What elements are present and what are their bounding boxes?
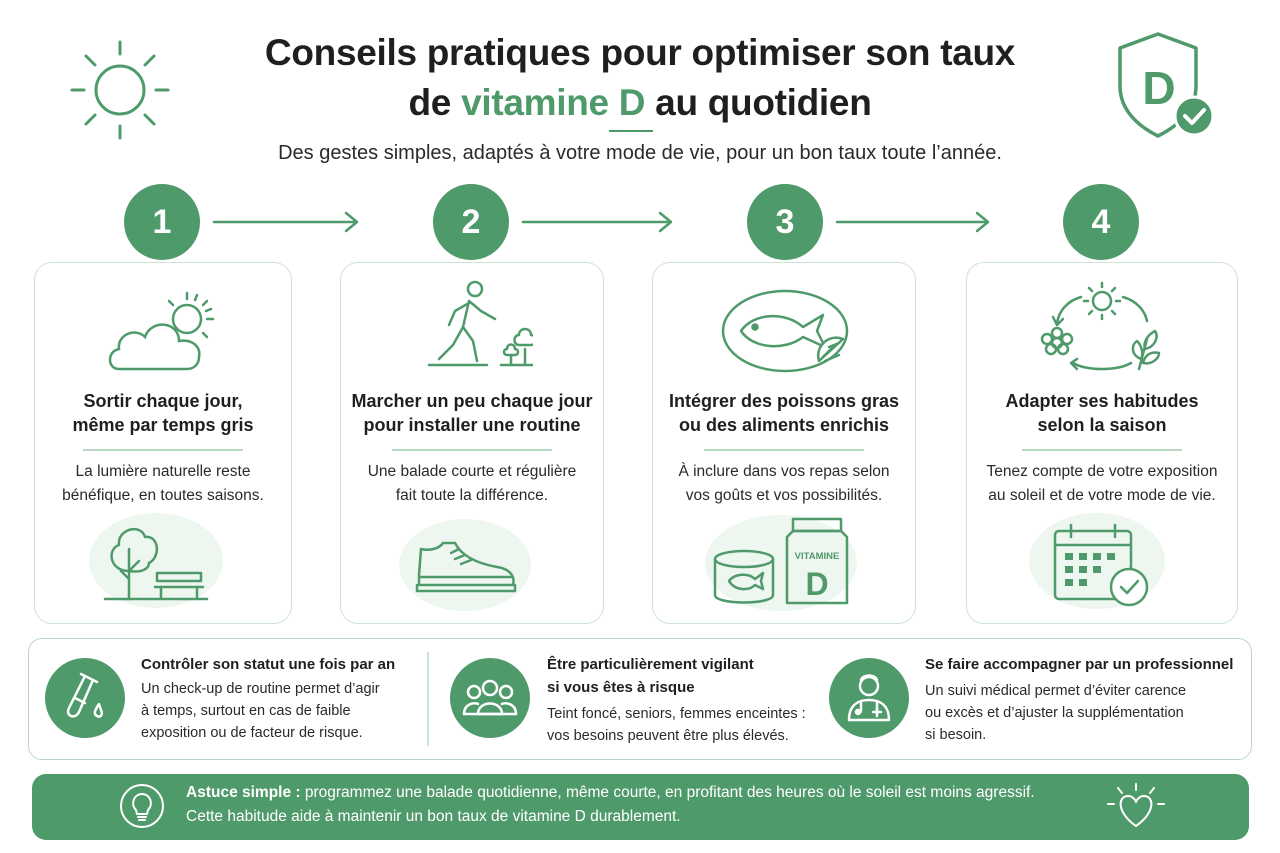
extra-title: Contrôler son statut une fois par an [141, 656, 396, 673]
doctor-icon [829, 658, 909, 738]
extra-text: Un check-up de routine permet d’agir à temps, surtout en cas de faible exposition ou de facteur de risque. [141, 681, 380, 741]
doctor-badge [829, 658, 909, 738]
cloud-sun-icon [105, 285, 225, 375]
step-number-1: 1 [124, 184, 200, 260]
step-card-1 [34, 262, 292, 624]
seasons-cycle-icon [1037, 279, 1167, 379]
title-line-2: de vitamine D au quotidien [0, 78, 1280, 128]
tip-text: Astuce simple : programmez une balade quotidienne, même courte, en profitant des heures où le soleil est moins agressif. Cette habitude aide à maintenir un bon taux de vitamine D durablement. [186, 784, 1035, 825]
calendar-check-icon [1051, 521, 1155, 611]
step-number-2: 2 [433, 184, 509, 260]
group-people-icon [450, 658, 530, 738]
step-text: Une balade courte et régulière fait toute la différence. [367, 463, 577, 504]
page-title [0, 28, 1280, 128]
walking-person-icon [423, 279, 533, 375]
step-number-3: 3 [747, 184, 823, 260]
step-number-4: 4 [1063, 184, 1139, 260]
heart-sun-icon [1104, 780, 1168, 834]
arrow-right-icon [835, 210, 993, 234]
divider [704, 449, 864, 451]
divider [83, 449, 243, 451]
divider [392, 449, 552, 451]
carton-label: VITAMINE [794, 551, 840, 562]
step-title: Marcher un peu chaque jour pour installer une routine [351, 391, 593, 435]
test-tube-icon [45, 658, 125, 738]
tip-label: Astuce simple : [186, 784, 301, 801]
step-text: Tenez compte de votre exposition au soleil et de votre mode de vie. [986, 463, 1218, 504]
arrow-right-icon [521, 210, 676, 234]
step-title: Adapter ses habitudes selon la saison [1005, 391, 1199, 435]
test-tube-badge [45, 658, 125, 738]
divider [1022, 449, 1182, 451]
step-text: À inclure dans vos repas selon vos goûts et vos possibilités. [678, 463, 890, 504]
step-card-2 [340, 262, 604, 624]
lightbulb-icon [118, 782, 166, 830]
canned-fish-icon [711, 547, 777, 607]
carton-letter: D [805, 566, 829, 602]
group-badge [450, 658, 530, 738]
extra-text: Un suivi médical permet d’éviter carence ou excès et d’ajuster la supplémentation si besoin. [925, 683, 1187, 743]
sneaker-icon [411, 533, 521, 603]
step-title: Intégrer des poissons gras ou des aliments enrichis [668, 391, 900, 435]
page-subtitle: Des gestes simples, adaptés à votre mode de vie, pour un bon taux toute l’année. [278, 142, 1002, 164]
step-text: La lumière naturelle reste bénéfique, en toutes saisons. [62, 463, 264, 504]
title-line-1: Conseils pratiques pour optimiser son taux [264, 32, 1016, 73]
step-card-4 [966, 262, 1238, 624]
tree-bench-icon [99, 517, 219, 607]
extra-title: Être particulièrement vigilant si vous êtes à risque [547, 656, 754, 696]
extra-title: Se faire accompagner par un professionnel [925, 656, 1234, 673]
vitamin-d-carton-icon [783, 515, 851, 607]
title-accent: vitamine D [461, 78, 645, 128]
fish-lemon-icon [719, 287, 851, 379]
shield-letter: D [1142, 62, 1176, 114]
step-title: Sortir chaque jour, même par temps gris [72, 391, 254, 435]
step-card-3 [652, 262, 916, 624]
arrow-right-icon [212, 210, 362, 234]
extra-text: Teint foncé, seniors, femmes enceintes : vos besoins peuvent être plus élevés. [547, 706, 806, 744]
